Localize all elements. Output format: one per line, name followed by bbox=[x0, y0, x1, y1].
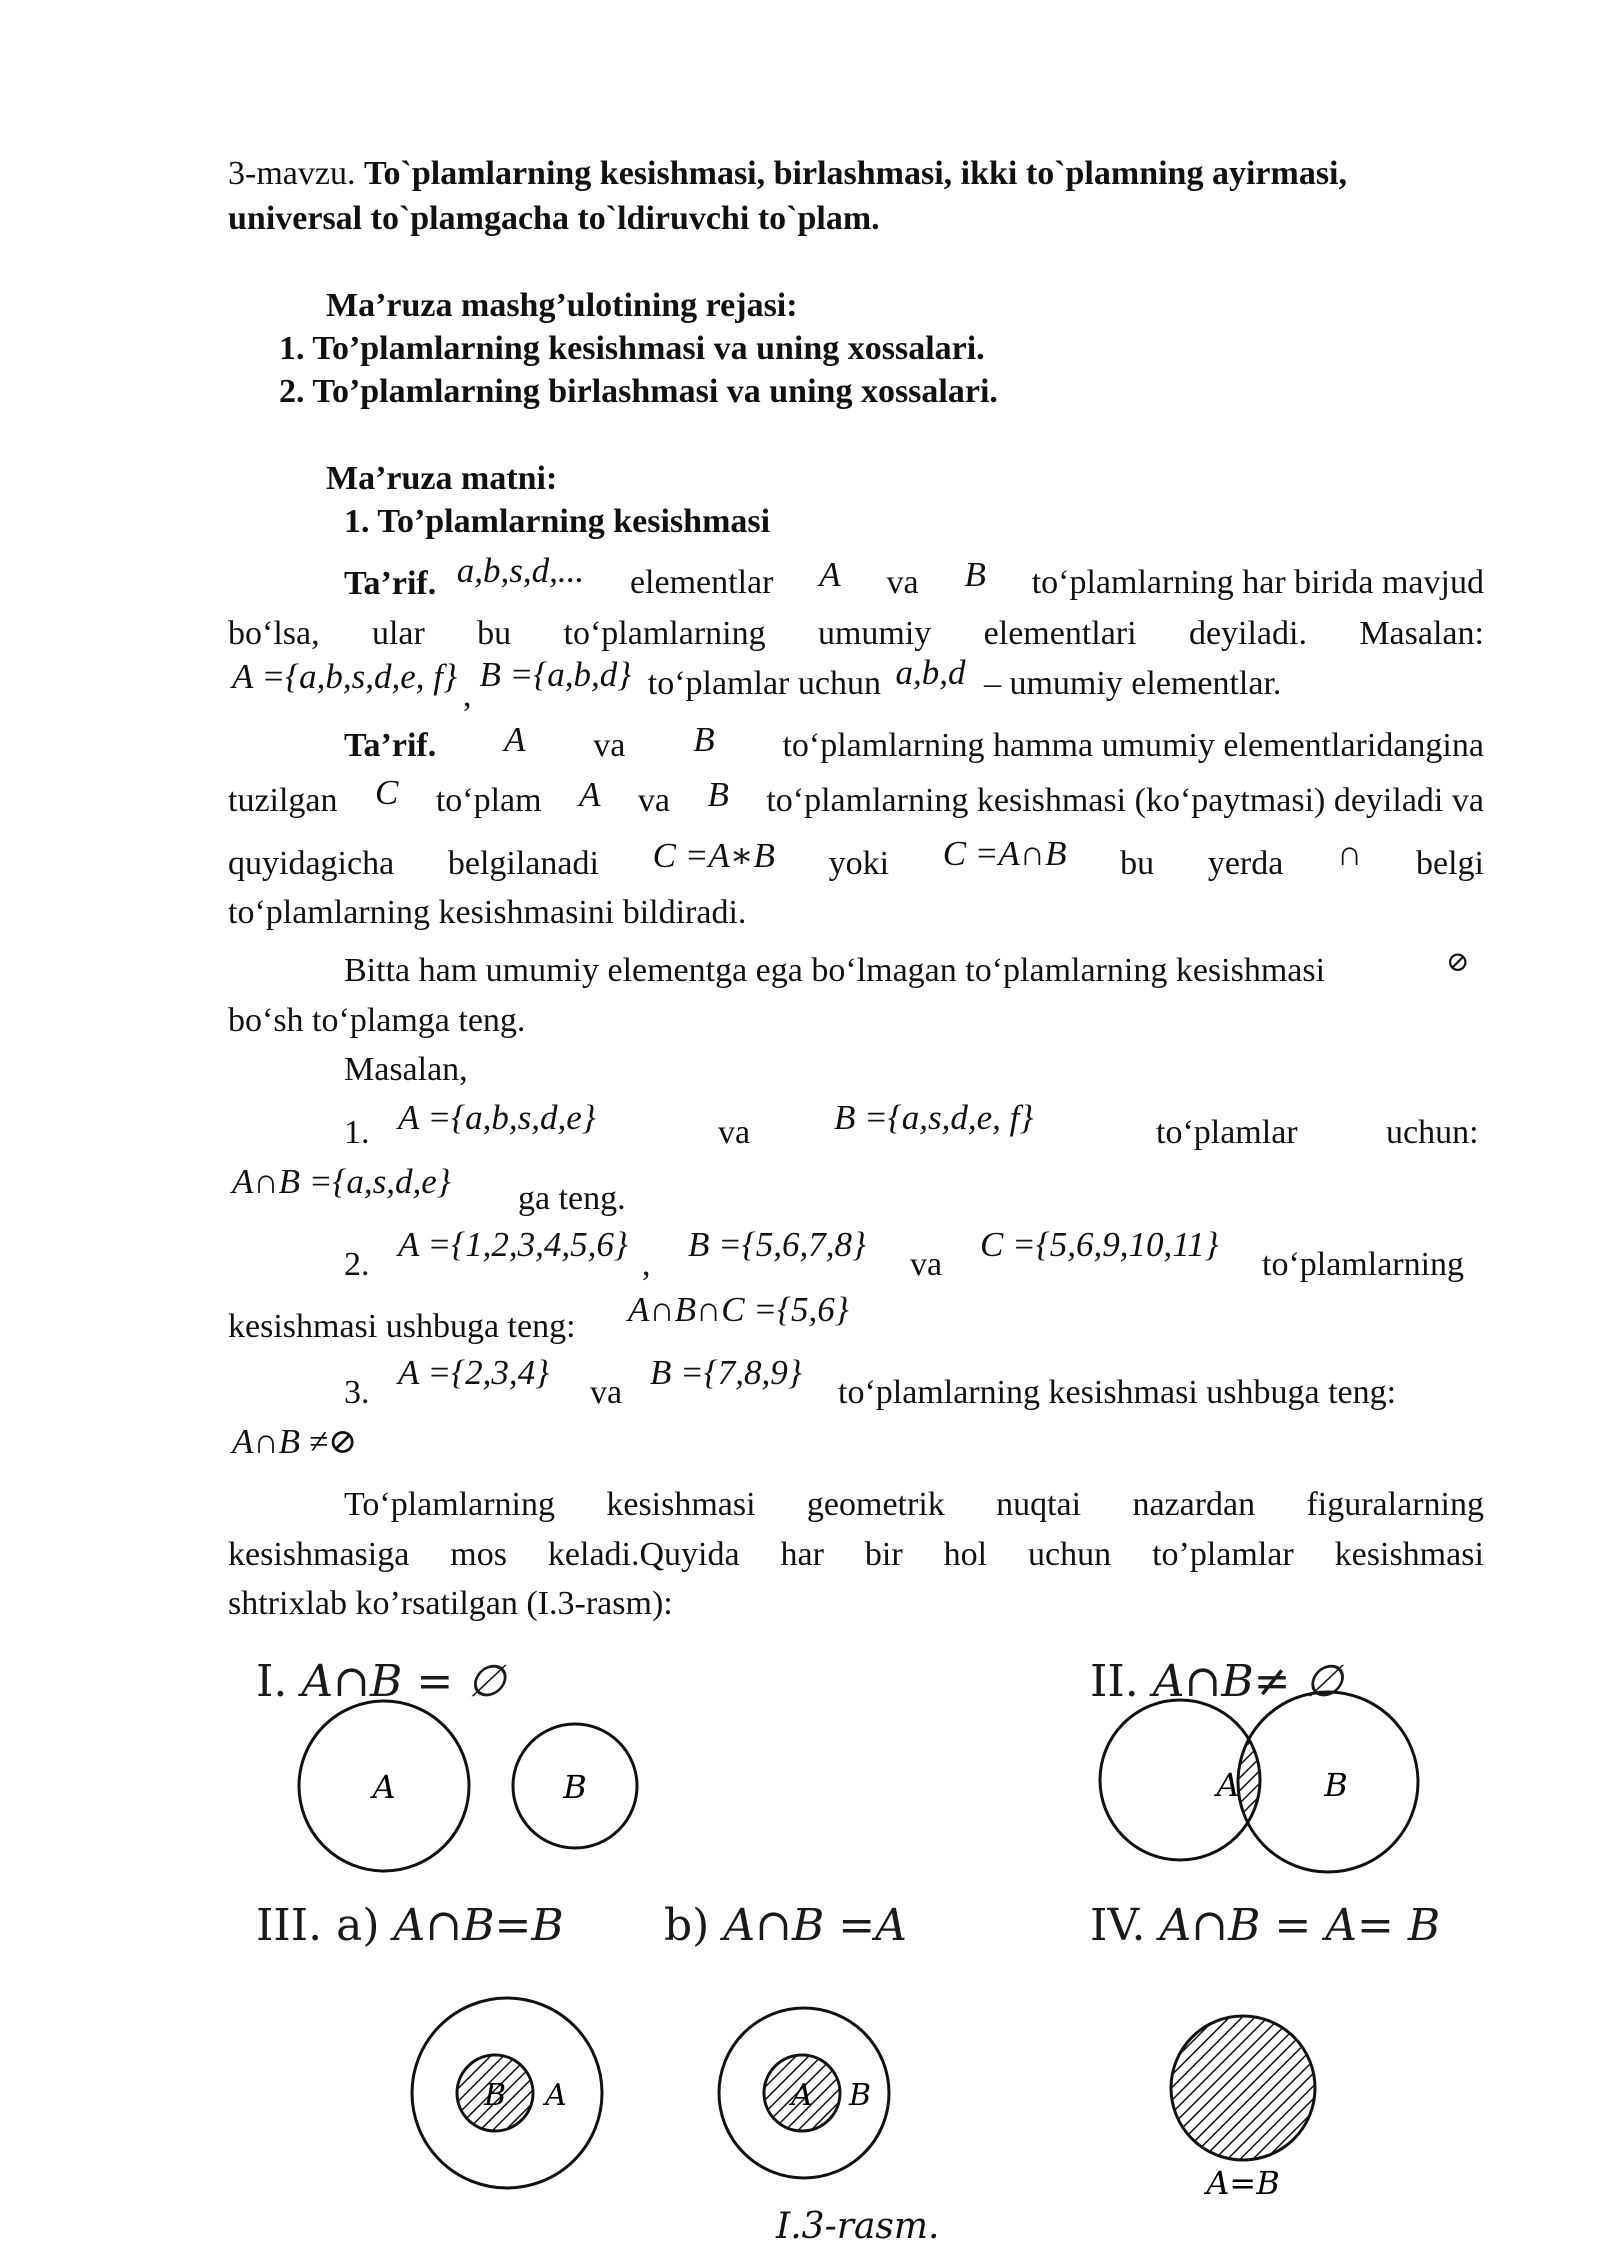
example-1-result: A∩B ={a,s,d,e} bbox=[232, 1162, 451, 1201]
word: elementlar bbox=[629, 564, 774, 601]
case-3b-diagram bbox=[719, 2008, 889, 2178]
example-1-text: to‘plamlar bbox=[1156, 1114, 1298, 1151]
word: uchun bbox=[1028, 1536, 1112, 1573]
example-3-set-b: B ={7,8,9} bbox=[650, 1353, 802, 1392]
word: kesishmasi bbox=[1334, 1536, 1484, 1573]
case-expression: A∩B=B bbox=[393, 1900, 564, 1951]
common-elements-formula: a,b,d bbox=[895, 653, 966, 692]
example-2-number: 2. bbox=[344, 1246, 370, 1283]
set-a-symbol: A bbox=[819, 555, 841, 594]
word: to‘plamlarning hamma umumiy elementlaridangina bbox=[782, 727, 1484, 764]
example-2-comma: , bbox=[642, 1246, 651, 1283]
example-3-set-a: A ={2,3,4} bbox=[398, 1353, 550, 1392]
definition-label: Ta’rif. bbox=[344, 727, 437, 764]
text: Bitta ham umumiy elementga ega bo‘lmagan to‘plamlarning kesishmasi bbox=[344, 952, 1326, 989]
example-2-result: A∩B∩C ={5,6} bbox=[628, 1290, 849, 1329]
case-expression: A∩B≠ ∅ bbox=[1152, 1656, 1343, 1707]
example-1-set-b: B ={a,s,d,e, f} bbox=[834, 1098, 1034, 1137]
example-1-number: 1. bbox=[344, 1114, 370, 1151]
case-3a-diagram bbox=[412, 1998, 602, 2188]
case-number: II. bbox=[1090, 1656, 1139, 1707]
intersection-symbol: ∩ bbox=[1337, 834, 1363, 873]
case-expression: A∩B = ∅ bbox=[301, 1656, 506, 1707]
example-2-result-text: kesishmasi ushbuga teng: bbox=[228, 1308, 576, 1345]
word: geometrik bbox=[806, 1486, 945, 1523]
word: to‘plamlarning kesishmasi (ko‘paytmasi) deyiladi va bbox=[766, 782, 1484, 819]
example-3-number: 3. bbox=[344, 1374, 370, 1411]
example-1-result-text: ga teng. bbox=[518, 1180, 626, 1217]
example-1-set-a: A ={a,b,s,d,e} bbox=[398, 1098, 596, 1137]
word: keladi.Quyida bbox=[547, 1536, 740, 1573]
word: nazardan bbox=[1132, 1486, 1256, 1523]
text: – umumiy elementlar. bbox=[983, 665, 1282, 702]
plan-title: Ma’ruza mashg’ulotining rejasi: bbox=[326, 287, 798, 324]
word: belgilanadi bbox=[447, 845, 599, 882]
comma: , bbox=[463, 677, 472, 714]
set-b-symbol: B bbox=[693, 720, 715, 759]
word: kesishmasiga bbox=[228, 1536, 410, 1573]
definition-label: Ta’rif. bbox=[344, 565, 437, 602]
example-2-text: to‘plamlarning bbox=[1262, 1246, 1465, 1283]
intersection-formula: C =A∩B bbox=[942, 834, 1067, 873]
word: va bbox=[593, 727, 626, 764]
word: deyiladi. bbox=[1188, 615, 1307, 652]
label-a: A bbox=[1216, 1766, 1240, 1804]
word: yerda bbox=[1207, 845, 1284, 882]
word: bo‘lsa, bbox=[228, 615, 320, 652]
subcase-b: b) bbox=[664, 1900, 710, 1951]
set-b-symbol: B bbox=[707, 775, 729, 814]
empty-set-line-2: bo‘sh to‘plamga teng. bbox=[228, 1002, 526, 1039]
example-3-va: va bbox=[590, 1374, 623, 1411]
word: bir bbox=[864, 1536, 903, 1573]
word: figuralarning bbox=[1306, 1486, 1484, 1523]
example-2-set-a: A ={1,2,3,4,5,6} bbox=[398, 1225, 628, 1264]
set-a-symbol: A bbox=[579, 775, 601, 814]
plan-item-2: 2. To’plamlarning birlashmasi va uning xossalari. bbox=[279, 373, 998, 410]
label-a: A bbox=[372, 1768, 396, 1806]
definition-2-line-4: to‘plamlarning kesishmasini bildiradi. bbox=[228, 894, 747, 931]
label-b: B bbox=[483, 2078, 507, 2113]
word: va bbox=[637, 782, 671, 819]
example-2-set-b: B ={5,6,7,8} bbox=[688, 1225, 866, 1264]
label-a: A bbox=[545, 2078, 567, 2113]
topic-title: To`plamlarning kesishmasi, birlashmasi, ikki to`plamning ayirmasi, bbox=[363, 155, 1347, 192]
word: belgi bbox=[1416, 845, 1484, 882]
geometric-line-3: shtrixlab ko’rsatilgan (I.3-rasm): bbox=[228, 1585, 673, 1622]
label-b: B bbox=[848, 2078, 872, 2113]
examples-intro: Masalan, bbox=[344, 1051, 468, 1088]
subcase-a: a) bbox=[336, 1900, 380, 1951]
case-expression: A∩B = A= B bbox=[1159, 1900, 1441, 1951]
example-2-set-c: C ={5,6,9,10,11} bbox=[980, 1225, 1219, 1264]
word: yoki bbox=[828, 845, 890, 882]
topic-number: 3-mavzu. bbox=[228, 155, 364, 192]
case-number: I. bbox=[256, 1656, 288, 1707]
topic-heading-line-2: universal to`plamgacha to`ldiruvchi to`plam. bbox=[228, 200, 880, 237]
set-a-symbol: A bbox=[504, 720, 526, 759]
word: va bbox=[886, 564, 919, 601]
word: kesishmasi bbox=[606, 1486, 756, 1523]
case-4-diagram bbox=[1171, 2016, 1315, 2202]
word: Masalan: bbox=[1359, 615, 1484, 652]
word: quyidagicha bbox=[228, 845, 395, 882]
label-a: A bbox=[791, 2078, 813, 2113]
set-a-formula: A ={a,b,s,d,e, f} bbox=[232, 657, 457, 696]
elements-formula: a,b,s,d,... bbox=[456, 551, 585, 590]
case-expression: A∩B =A bbox=[723, 1900, 907, 1951]
word: to‘plam bbox=[435, 782, 542, 819]
section-title: 1. To’plamlarning kesishmasi bbox=[344, 503, 771, 540]
figure-caption: I.3-rasm. bbox=[776, 2206, 940, 2247]
label-a-equals-b: A=B bbox=[1206, 2164, 1280, 2202]
text: to‘plamlar uchun bbox=[647, 665, 881, 702]
set-c-symbol: C bbox=[375, 773, 399, 812]
word: umumiy bbox=[817, 615, 932, 652]
word: mos bbox=[450, 1536, 507, 1573]
circle-a-equals-b bbox=[1171, 2016, 1315, 2160]
empty-set-symbol: ⊘ bbox=[1446, 947, 1470, 978]
word: bu bbox=[477, 615, 512, 652]
word: to‘plamlarning har birida mavjud bbox=[1031, 564, 1484, 601]
word: tuzilgan bbox=[228, 782, 338, 819]
example-3-result: A∩B ≠⊘ bbox=[232, 1422, 358, 1461]
case-1-diagram bbox=[299, 1701, 637, 1871]
text: to‘plamlarning kesishmasi ushbuga teng: bbox=[838, 1374, 1397, 1411]
lecture-text-title: Ma’ruza matni: bbox=[326, 460, 558, 497]
plan-item-1: 1. To’plamlarning kesishmasi va uning xossalari. bbox=[279, 330, 985, 367]
word: to’plamlar bbox=[1152, 1536, 1294, 1573]
word: to‘plamlarning bbox=[563, 615, 766, 652]
example-1-uchun: uchun: bbox=[1386, 1114, 1479, 1151]
example-1-va: va bbox=[718, 1114, 751, 1151]
word: hol bbox=[943, 1536, 988, 1573]
word: elementlari bbox=[983, 615, 1137, 652]
word: nuqtai bbox=[996, 1486, 1082, 1523]
word: ular bbox=[371, 615, 425, 652]
case-number: III. bbox=[256, 1900, 323, 1951]
word: har bbox=[780, 1536, 824, 1573]
word: bu bbox=[1120, 845, 1155, 882]
word: To‘plamlarning bbox=[344, 1486, 556, 1523]
label-b: B bbox=[563, 1768, 587, 1806]
product-formula: C =A∗B bbox=[652, 836, 775, 875]
case-2-diagram bbox=[1100, 1692, 1418, 1872]
example-2-va: va bbox=[910, 1246, 943, 1283]
case-number: IV. bbox=[1090, 1900, 1146, 1951]
set-b-formula: B ={a,b,d} bbox=[479, 655, 632, 694]
label-b: B bbox=[1324, 1766, 1348, 1804]
set-b-symbol: B bbox=[964, 555, 986, 594]
